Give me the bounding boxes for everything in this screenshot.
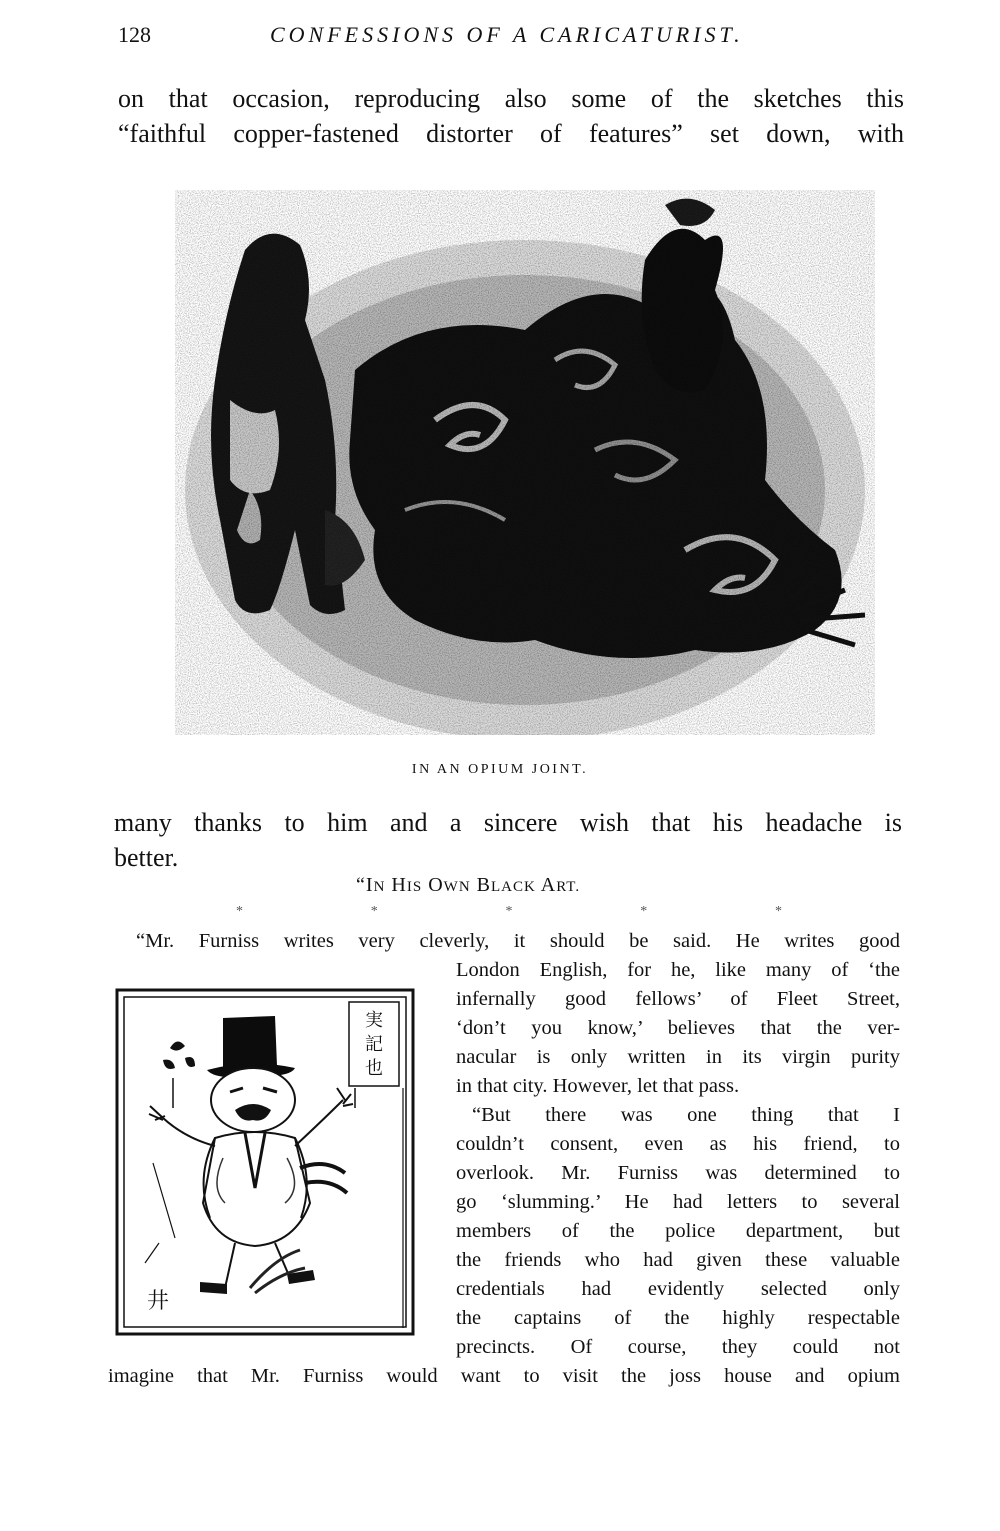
column-line: the friends who had given these valuable	[456, 1249, 900, 1271]
body-line: many thanks to him and a sincere wish that his headache is	[114, 808, 902, 837]
quote-line: “Mr. Furniss writes very cleverly, it should be said. He writes good	[136, 930, 900, 952]
illustration-caption: IN AN OPIUM JOINT.	[411, 762, 589, 777]
column-line: couldn’t consent, even as his friend, to	[456, 1133, 900, 1155]
seal-glyph: 記	[365, 1034, 383, 1055]
running-title: CONFESSIONS OF A CARICATURIST.	[270, 22, 744, 47]
column-line: infernally good fellows’ of Fleet Street,	[456, 988, 900, 1010]
column-line: precincts. Of course, they could not	[456, 1336, 900, 1358]
page-number: 128	[118, 22, 151, 47]
column-line: go ‘slumming.’ He had letters to several	[456, 1191, 900, 1213]
body-line: “faithful copper-fastened distorter of features” set down, with	[118, 119, 904, 148]
section-separator: * * * * *	[236, 904, 782, 919]
seal-glyph: 実	[365, 1010, 383, 1031]
signature-glyph: 井	[147, 1289, 170, 1314]
column-line: credentials had evidently selected only	[456, 1278, 900, 1300]
column-line: “But there was one thing that I	[472, 1104, 900, 1126]
seal-glyph: 也	[365, 1058, 383, 1079]
column-line: nacular is only written in its virgin purity	[456, 1046, 900, 1068]
subheading: “IN HIS OWN BLACK ART.	[356, 874, 581, 896]
body-line: on that occasion, reproducing also some of the sketches this	[118, 84, 904, 113]
opium-joint-illustration	[175, 190, 875, 735]
body-line: better.	[114, 843, 179, 872]
body-line: imagine that Mr. Furniss would want to visit the joss house and opium	[108, 1365, 900, 1387]
column-line: in that city. However, let that pass.	[456, 1075, 740, 1097]
column-line: members of the police department, but	[456, 1220, 900, 1242]
column-line: the captains of the highly respectable	[456, 1307, 900, 1329]
column-line: London English, for he, like many of ‘the	[456, 959, 900, 981]
column-line: overlook. Mr. Furniss was determined to	[456, 1162, 900, 1184]
caricature-sketch	[115, 988, 415, 1336]
column-line: ‘don’t you know,’ believes that the ver-	[456, 1017, 900, 1039]
